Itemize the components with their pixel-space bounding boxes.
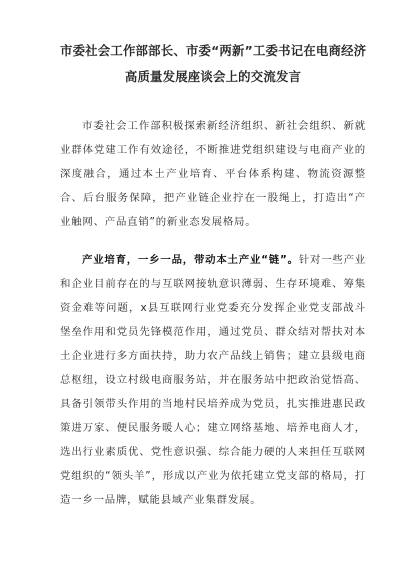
title-line-1: 市委社会工作部部长、市委“两新”工委书记在电商经济	[60, 43, 367, 58]
document-title	[60, 38, 366, 90]
title-line-2: 高质量发展座谈会上的交流发言	[124, 69, 302, 84]
paragraph-intro: 市委社会工作部积极探索新经济组织、新社会组织、新就业群体党建工作有效途径，不断推进党组织建设与电商产业的深度融合，通过本土产业培育、平台体系构建、物流资源整合、后台服务保障，把产业链企业拧在一股绳上，打造出“产业触网、产品直销”的新业态发展格局。	[60, 120, 366, 228]
paragraph-body: 针对一些产业和企业目前存在的与互联网接轨意识薄弱、生存环境难、筹集资金难等问题，x县互联网行业党委充分发挥企业党支部战斗堡垒作用和党员先锋模范作用，通过党员、群众结对帮扶对本土企业进行多方面扶持，助力农产品线上销售；建立县级电商总枢纽，设立村级电商服务站，并在服务站中把政治觉悟高、具备引领带头作用的当地村民培养成为党员，扎实推进惠民政策进万家、便民服务暖人心；建立网络基地、培养电商人才，选出行业素质优、党性意识强、综合能力硬的人来担任互联网党组织的“领头羊”，形成以产业为依托建立党支部的格局，打造一乡一品牌，赋能县域产业集群发展。	[60, 254, 366, 506]
paragraph-industry	[60, 248, 366, 512]
paragraph-lead-heading: 产业培育，一乡一品，带动本土产业“链”。	[82, 254, 299, 266]
